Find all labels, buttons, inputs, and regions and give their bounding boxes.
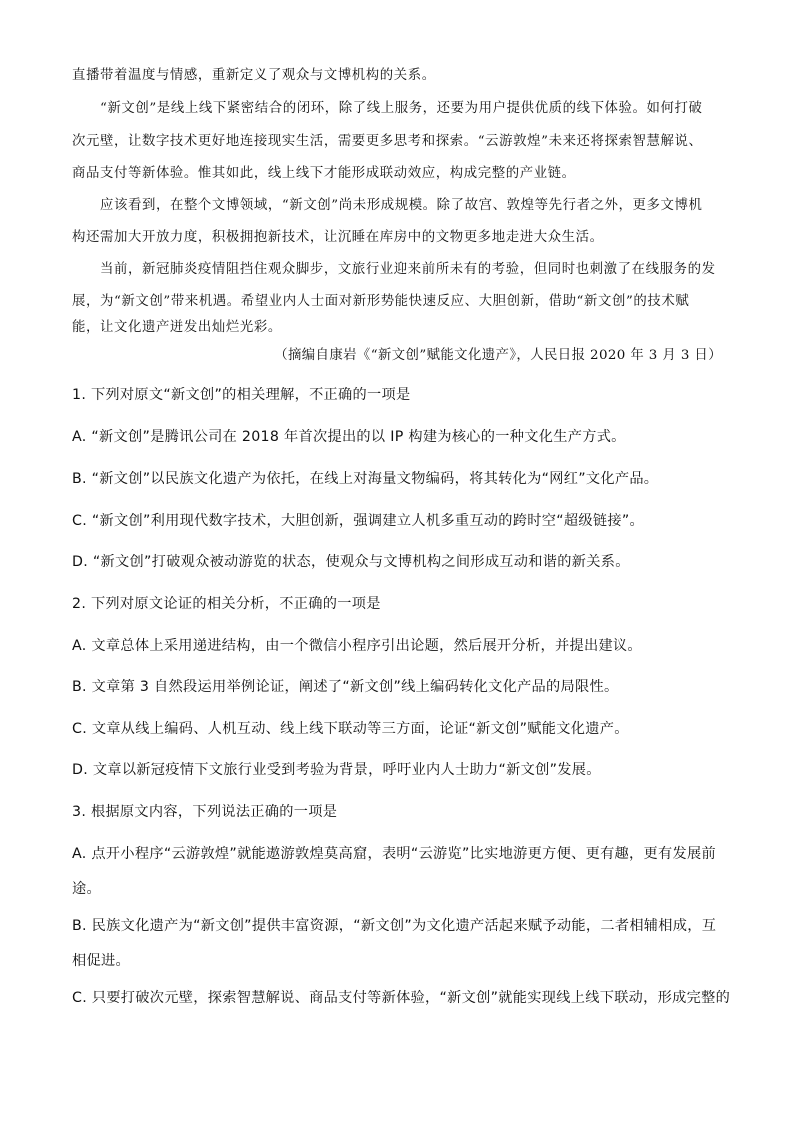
passage-line: 直播带着温度与情感，重新定义了观众与文博机构的关系。 (72, 68, 436, 83)
question-3-option-b-cont: 相促进。 (72, 953, 130, 969)
passage-line: “新文创”是线上线下紧密结合的闭环，除了线上服务，还要为用户提供优质的线下体验。如何打破 (100, 101, 703, 116)
question-1-option-c: C. “新文创”利用现代数字技术，大胆创新，强调建立人机多重互动的跨时空“超级链接”。 (72, 513, 644, 529)
question-3-option-b: B. 民族文化遗产为“新文创”提供丰富资源，“新文创”为文化遗产活起来赋予动能，二者相辅相成，互 (72, 918, 717, 934)
question-3-option-c: C. 只要打破次元壁，探索智慧解说、商品支付等新体验，“新文创”就能实现线上线下联动，形成完整的 (72, 990, 731, 1006)
question-2-stem: 2. 下列对原文论证的相关分析，不正确的一项是 (72, 596, 381, 612)
passage-line: 当前，新冠肺炎疫情阻挡住观众脚步，文旅行业迎来前所未有的考验，但同时也刺激了在线服务的发 (100, 262, 716, 277)
question-3-stem: 3. 根据原文内容，下列说法正确的一项是 (72, 804, 338, 820)
passage-line: 应该看到，在整个文博领域，“新文创”尚未形成规模。除了故宫、敦煌等先行者之外，更多文博机 (100, 198, 703, 213)
question-1-option-a: A. “新文创”是腾讯公司在 2018 年首次提出的以 IP 构建为核心的一种文化生产方式。 (72, 429, 626, 445)
question-3-option-a: A. 点开小程序“云游敦煌”就能遨游敦煌莫高窟，表明“云游览”比实地游更方便、更有趣，更有发展前 (72, 846, 716, 862)
question-3-option-a-cont: 途。 (72, 881, 101, 897)
passage-line: 展，为“新文创”带来机遇。希望业内人士面对新形势能快速反应、大胆创新，借助“新文创”的技术赋 (72, 294, 690, 309)
question-1-stem: 1. 下列对原文“新文创”的相关理解，不正确的一项是 (72, 387, 411, 403)
question-2-option-b: B. 文章第 3 自然段运用举例论证，阐述了“新文创”线上编码转化文化产品的局限性。 (72, 679, 619, 695)
passage-line: 构还需加大开放力度，积极拥抱新技术，让沉睡在库房中的文物更多地走进大众生活。 (72, 230, 604, 245)
passage-line: 能，让文化遗产迸发出灿烂光彩。 (72, 320, 282, 335)
question-1-option-d: D. “新文创”打破观众被动游览的状态，使观众与文博机构之间形成互动和谐的新关系。 (72, 554, 630, 570)
question-2-option-d: D. 文章以新冠疫情下文旅行业受到考验为背景，呼吁业内人士助力“新文创”发展。 (72, 762, 601, 778)
passage-line: 商品支付等新体验。惟其如此，线上线下才能形成联动效应，构成完整的产业链。 (72, 166, 576, 181)
passage-line: 次元壁，让数字技术更好地连接现实生活，需要更多思考和探索。“云游敦煌”未来还将探索智慧解说、 (72, 134, 703, 149)
passage-source: （摘编自康岩《“新文创”赋能文化遗产》，人民日报 2020 年 3 月 3 日） (274, 348, 722, 363)
question-1-option-b: B. “新文创”以民族文化遗产为依托，在线上对海量文物编码，将其转化为“网红”文化产品。 (72, 471, 659, 487)
question-2-option-c: C. 文章从线上编码、人机互动、线上线下联动等三方面，论证“新文创”赋能文化遗产。 (72, 721, 629, 737)
question-2-option-a: A. 文章总体上采用递进结构，由一个微信小程序引出论题，然后展开分析，并提出建议。 (72, 638, 642, 654)
